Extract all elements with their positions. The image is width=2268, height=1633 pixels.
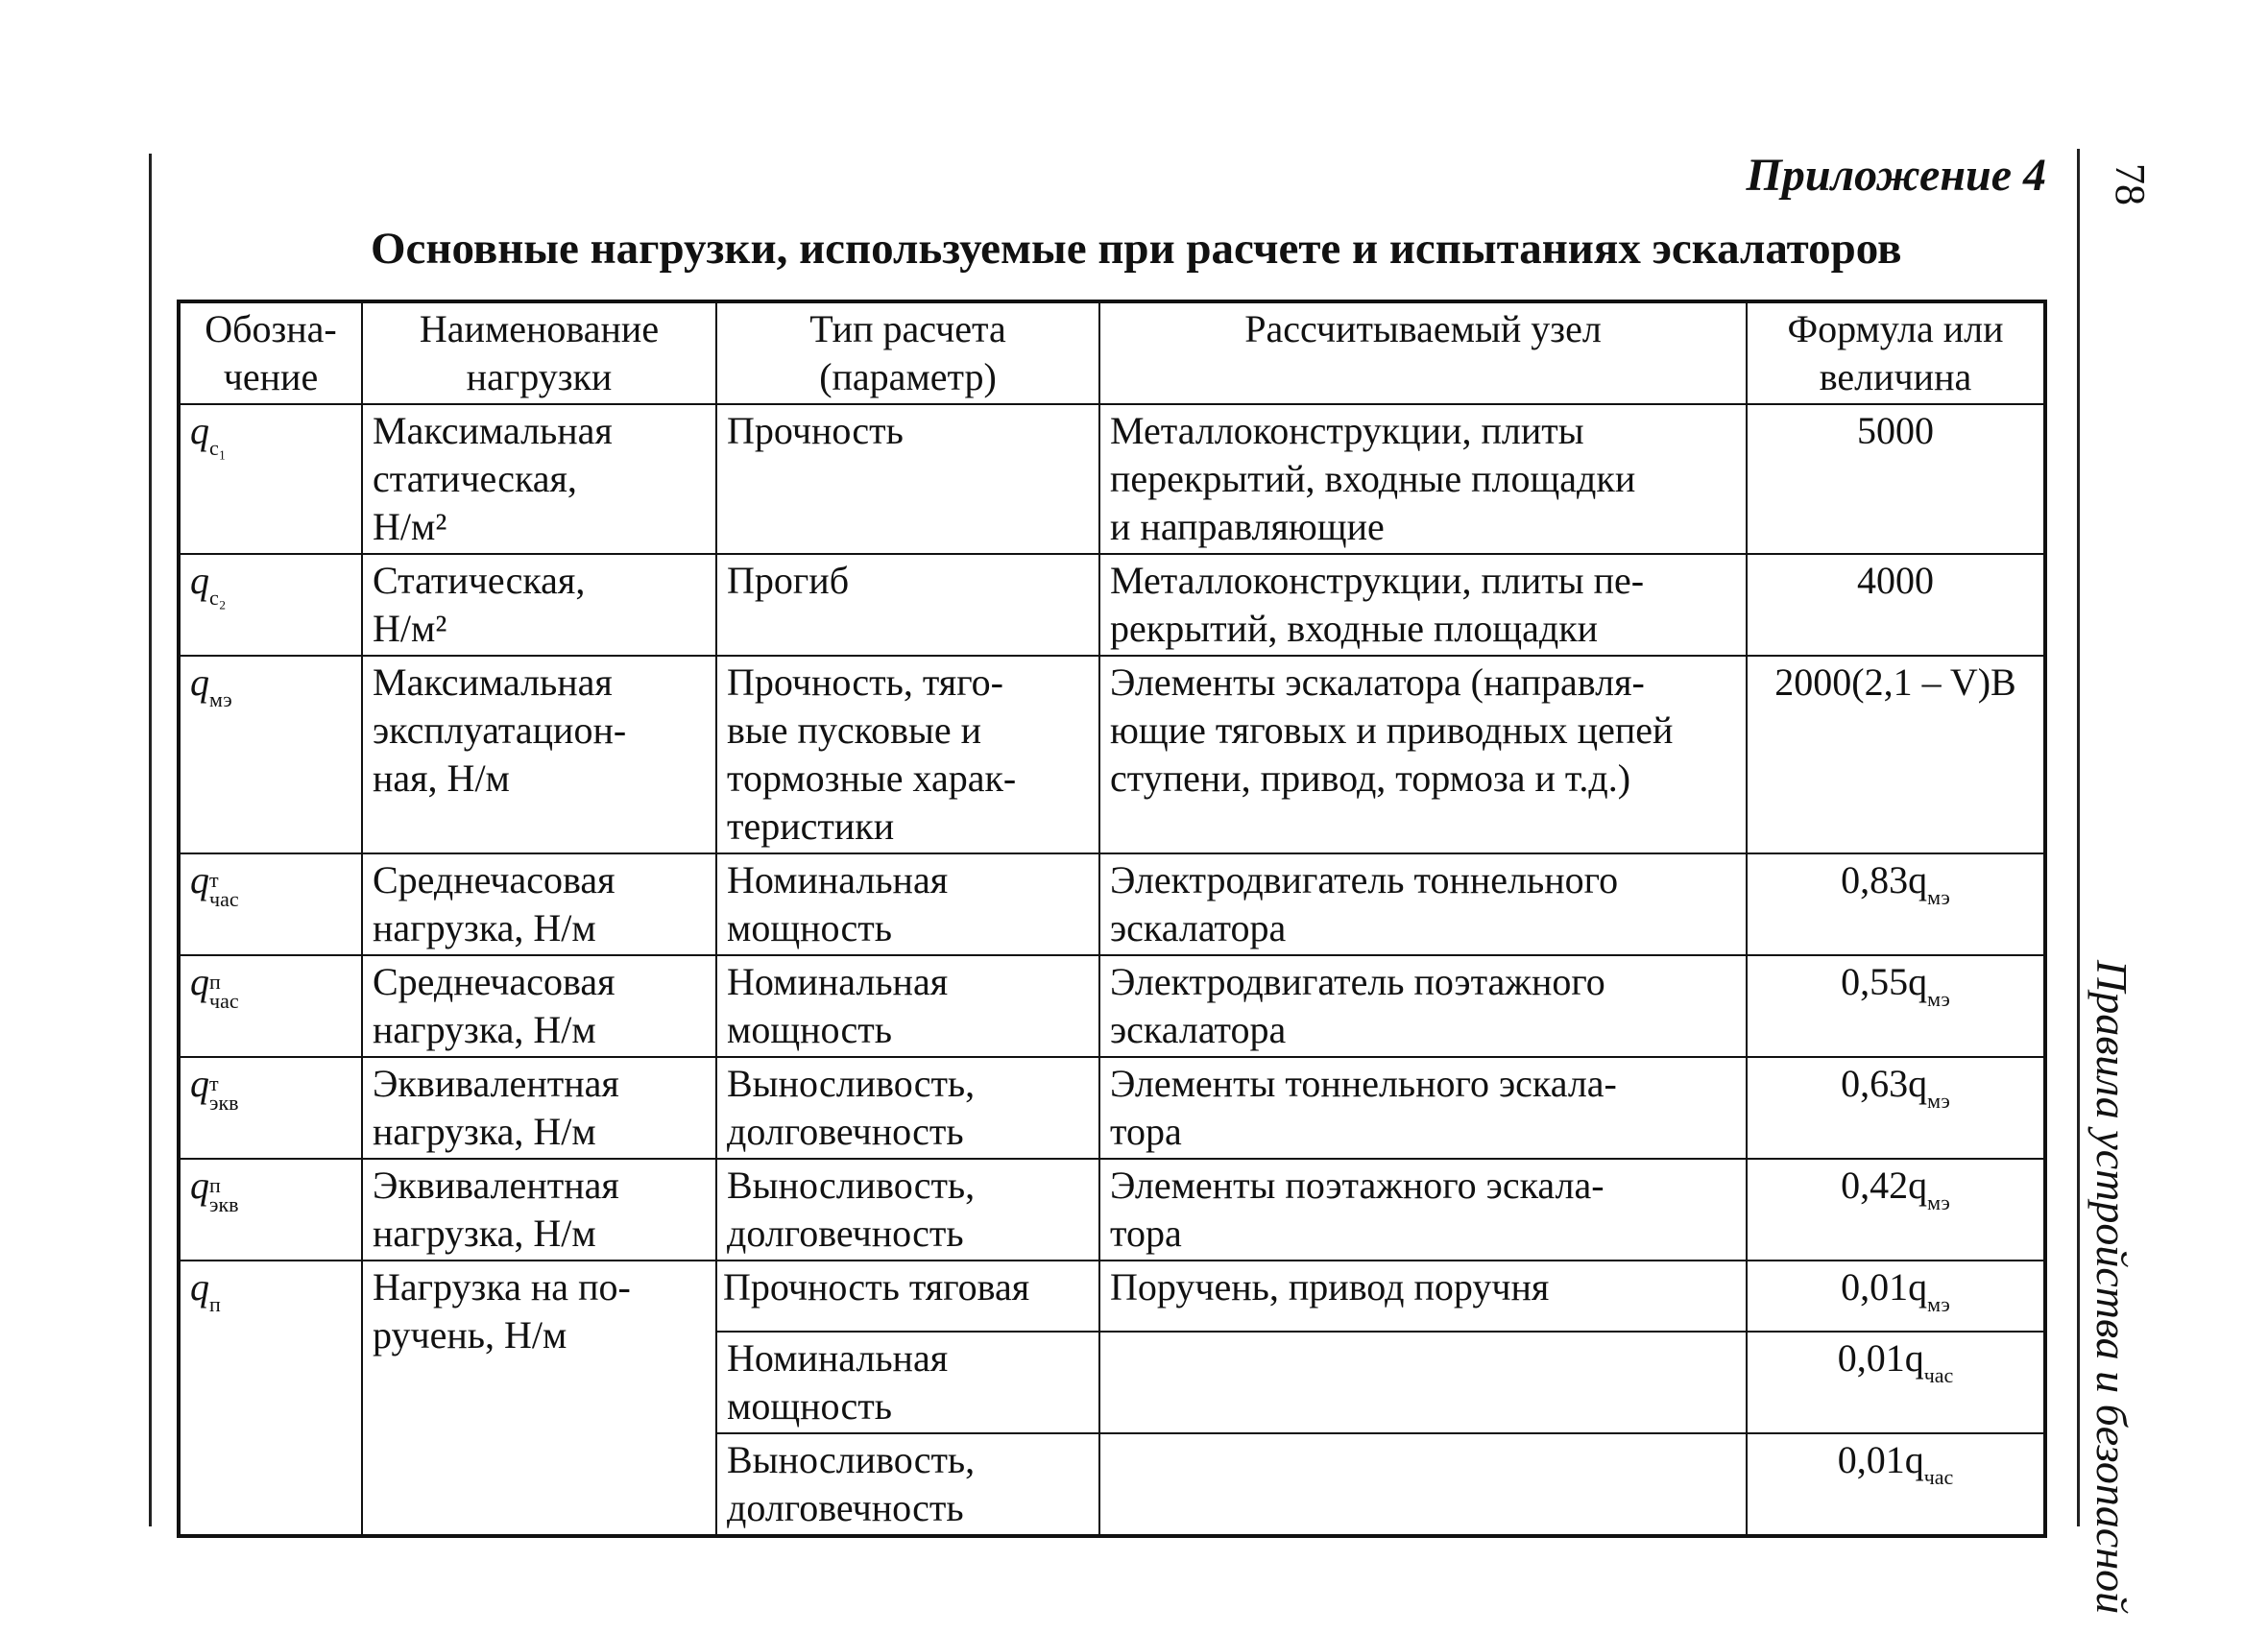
designation-cell <box>179 1057 362 1159</box>
symbol-superscript: т <box>209 868 219 892</box>
load-name-cell: Нагрузка на по- ручень, Н/м <box>362 1261 716 1536</box>
designation-cell <box>179 1159 362 1261</box>
calc-type-cell: Выносливость, долговечность <box>716 1057 1099 1159</box>
value-text: 0,01q <box>1837 1438 1924 1481</box>
designation-cell <box>179 656 362 853</box>
table-row <box>179 554 2045 656</box>
value-cell <box>1747 656 2045 853</box>
symbol-subscript: час <box>209 989 239 1013</box>
value-text: 0,63q <box>1841 1062 1928 1105</box>
page-title: Основные нагрузки, используемые при расчете и испытаниях эскалаторов <box>371 224 1902 274</box>
header-node: Рассчитываемый узел <box>1099 301 1747 404</box>
value-cell <box>1747 1433 2045 1536</box>
symbol-subscript: мэ <box>209 687 232 711</box>
value-text: 0,55q <box>1841 960 1928 1003</box>
symbol-subscript: п <box>209 1292 221 1316</box>
table-body <box>179 404 2045 1536</box>
load-name-cell: Среднечасовая нагрузка, Н/м <box>362 853 716 955</box>
load-name-cell: Среднечасовая нагрузка, Н/м <box>362 955 716 1057</box>
header-load-name: Наименование нагрузки <box>362 301 716 404</box>
symbol-base: q <box>190 1062 209 1105</box>
calc-type-cell: Выносливость, долговечность <box>716 1159 1099 1261</box>
symbol-base: q <box>190 559 209 602</box>
running-title: Правила устройства и безопасной <box>2087 960 2136 1615</box>
node-cell: Металлоконструкции, плиты перекрытий, входные площадки и направляющие <box>1099 404 1747 554</box>
table-row <box>179 1159 2045 1261</box>
value-text: 5000 <box>1857 409 1934 452</box>
symbol-base: q <box>190 960 209 1003</box>
designation-cell <box>179 955 362 1057</box>
header-designation: Обозна- чение <box>179 301 362 404</box>
symbol-subscript: экв <box>209 1091 239 1115</box>
designation-cell <box>179 1261 362 1536</box>
value-cell <box>1747 554 2045 656</box>
table-row <box>179 656 2045 853</box>
load-name-cell: Максимальная статическая, Н/м² <box>362 404 716 554</box>
value-cell <box>1747 404 2045 554</box>
node-cell: Элементы тоннельного эскала- тора <box>1099 1057 1747 1159</box>
node-cell: Металлоконструкции, плиты пе- рекрытий, входные площадки <box>1099 554 1747 656</box>
value-subscript: час <box>1923 1363 1954 1387</box>
designation-cell <box>179 853 362 955</box>
header-calc-type: Тип расчета (параметр) <box>716 301 1099 404</box>
symbol-subscript: с₁ <box>209 436 227 460</box>
load-name-cell: Максимальная эксплуатацион- ная, Н/м <box>362 656 716 853</box>
symbol-superscript: п <box>209 1173 221 1197</box>
symbol-base: q <box>190 660 209 704</box>
table-row <box>179 955 2045 1057</box>
node-cell: Электродвигатель поэтажного эскалатора <box>1099 955 1747 1057</box>
symbol-subscript: с₂ <box>209 586 227 610</box>
value-cell <box>1747 955 2045 1057</box>
symbol-base: q <box>190 1265 209 1309</box>
designation-cell <box>179 554 362 656</box>
loads-table <box>177 300 2047 1538</box>
value-subscript: мэ <box>1927 1089 1950 1113</box>
right-margin-rule <box>2077 149 2080 1526</box>
node-cell <box>1099 1332 1747 1433</box>
value-text: 0,01q <box>1837 1336 1924 1380</box>
left-margin-rule <box>149 154 152 1526</box>
calc-type-cell: Номинальная мощность <box>716 955 1099 1057</box>
value-cell <box>1747 1057 2045 1159</box>
node-cell: Элементы поэтажного эскала- тора <box>1099 1159 1747 1261</box>
value-cell <box>1747 1261 2045 1332</box>
calc-type-cell: Прочность <box>716 404 1099 554</box>
node-cell: Элементы эскалатора (направля- ющие тяговых и приводных цепей ступени, привод, тормоза и т.д.) <box>1099 656 1747 853</box>
node-cell: Поручень, привод поручня <box>1099 1261 1747 1332</box>
header-formula: Формула или величина <box>1747 301 2045 404</box>
symbol-superscript: п <box>209 970 221 994</box>
designation-cell <box>179 404 362 554</box>
value-subscript: час <box>1923 1465 1954 1489</box>
symbol-base: q <box>190 858 209 901</box>
value-cell <box>1747 1332 2045 1433</box>
value-subscript: мэ <box>1927 987 1950 1011</box>
value-subscript: мэ <box>1927 885 1950 909</box>
value-subscript: мэ <box>1927 1292 1950 1316</box>
symbol-subscript: час <box>209 887 239 911</box>
appendix-label: Приложение 4 <box>1746 150 2046 201</box>
value-cell <box>1747 1159 2045 1261</box>
load-name-cell: Эквивалентная нагрузка, Н/м <box>362 1159 716 1261</box>
symbol-subscript: экв <box>209 1192 239 1216</box>
value-text: 0,83q <box>1841 858 1928 901</box>
value-text: 0,01q <box>1841 1265 1928 1309</box>
table-row <box>179 1261 2045 1332</box>
value-text: 2000(2,1 – V)B <box>1774 660 2016 704</box>
calc-type-cell: Номинальная мощность <box>716 853 1099 955</box>
symbol-base: q <box>190 1164 209 1207</box>
table-header-row <box>179 301 2045 404</box>
table-row <box>179 1057 2045 1159</box>
table-row <box>179 404 2045 554</box>
symbol-base: q <box>190 409 209 452</box>
calc-type-cell: Прочность тяговая <box>716 1261 1099 1332</box>
calc-type-cell: Номинальная мощность <box>716 1332 1099 1433</box>
symbol-superscript: т <box>209 1071 219 1095</box>
table-row <box>179 853 2045 955</box>
load-name-cell: Статическая, Н/м² <box>362 554 716 656</box>
calc-type-cell: Прогиб <box>716 554 1099 656</box>
value-text: 0,42q <box>1841 1164 1928 1207</box>
load-name-cell: Эквивалентная нагрузка, Н/м <box>362 1057 716 1159</box>
calc-type-cell: Прочность, тяго- вые пусковые и тормозные харак- теристики <box>716 656 1099 853</box>
node-cell <box>1099 1433 1747 1536</box>
page-number: 78 <box>2107 163 2154 205</box>
calc-type-cell: Выносливость, долговечность <box>716 1433 1099 1536</box>
value-cell <box>1747 853 2045 955</box>
value-subscript: мэ <box>1927 1190 1950 1214</box>
node-cell: Электродвигатель тоннельного эскалатора <box>1099 853 1747 955</box>
value-text: 4000 <box>1857 559 1934 602</box>
